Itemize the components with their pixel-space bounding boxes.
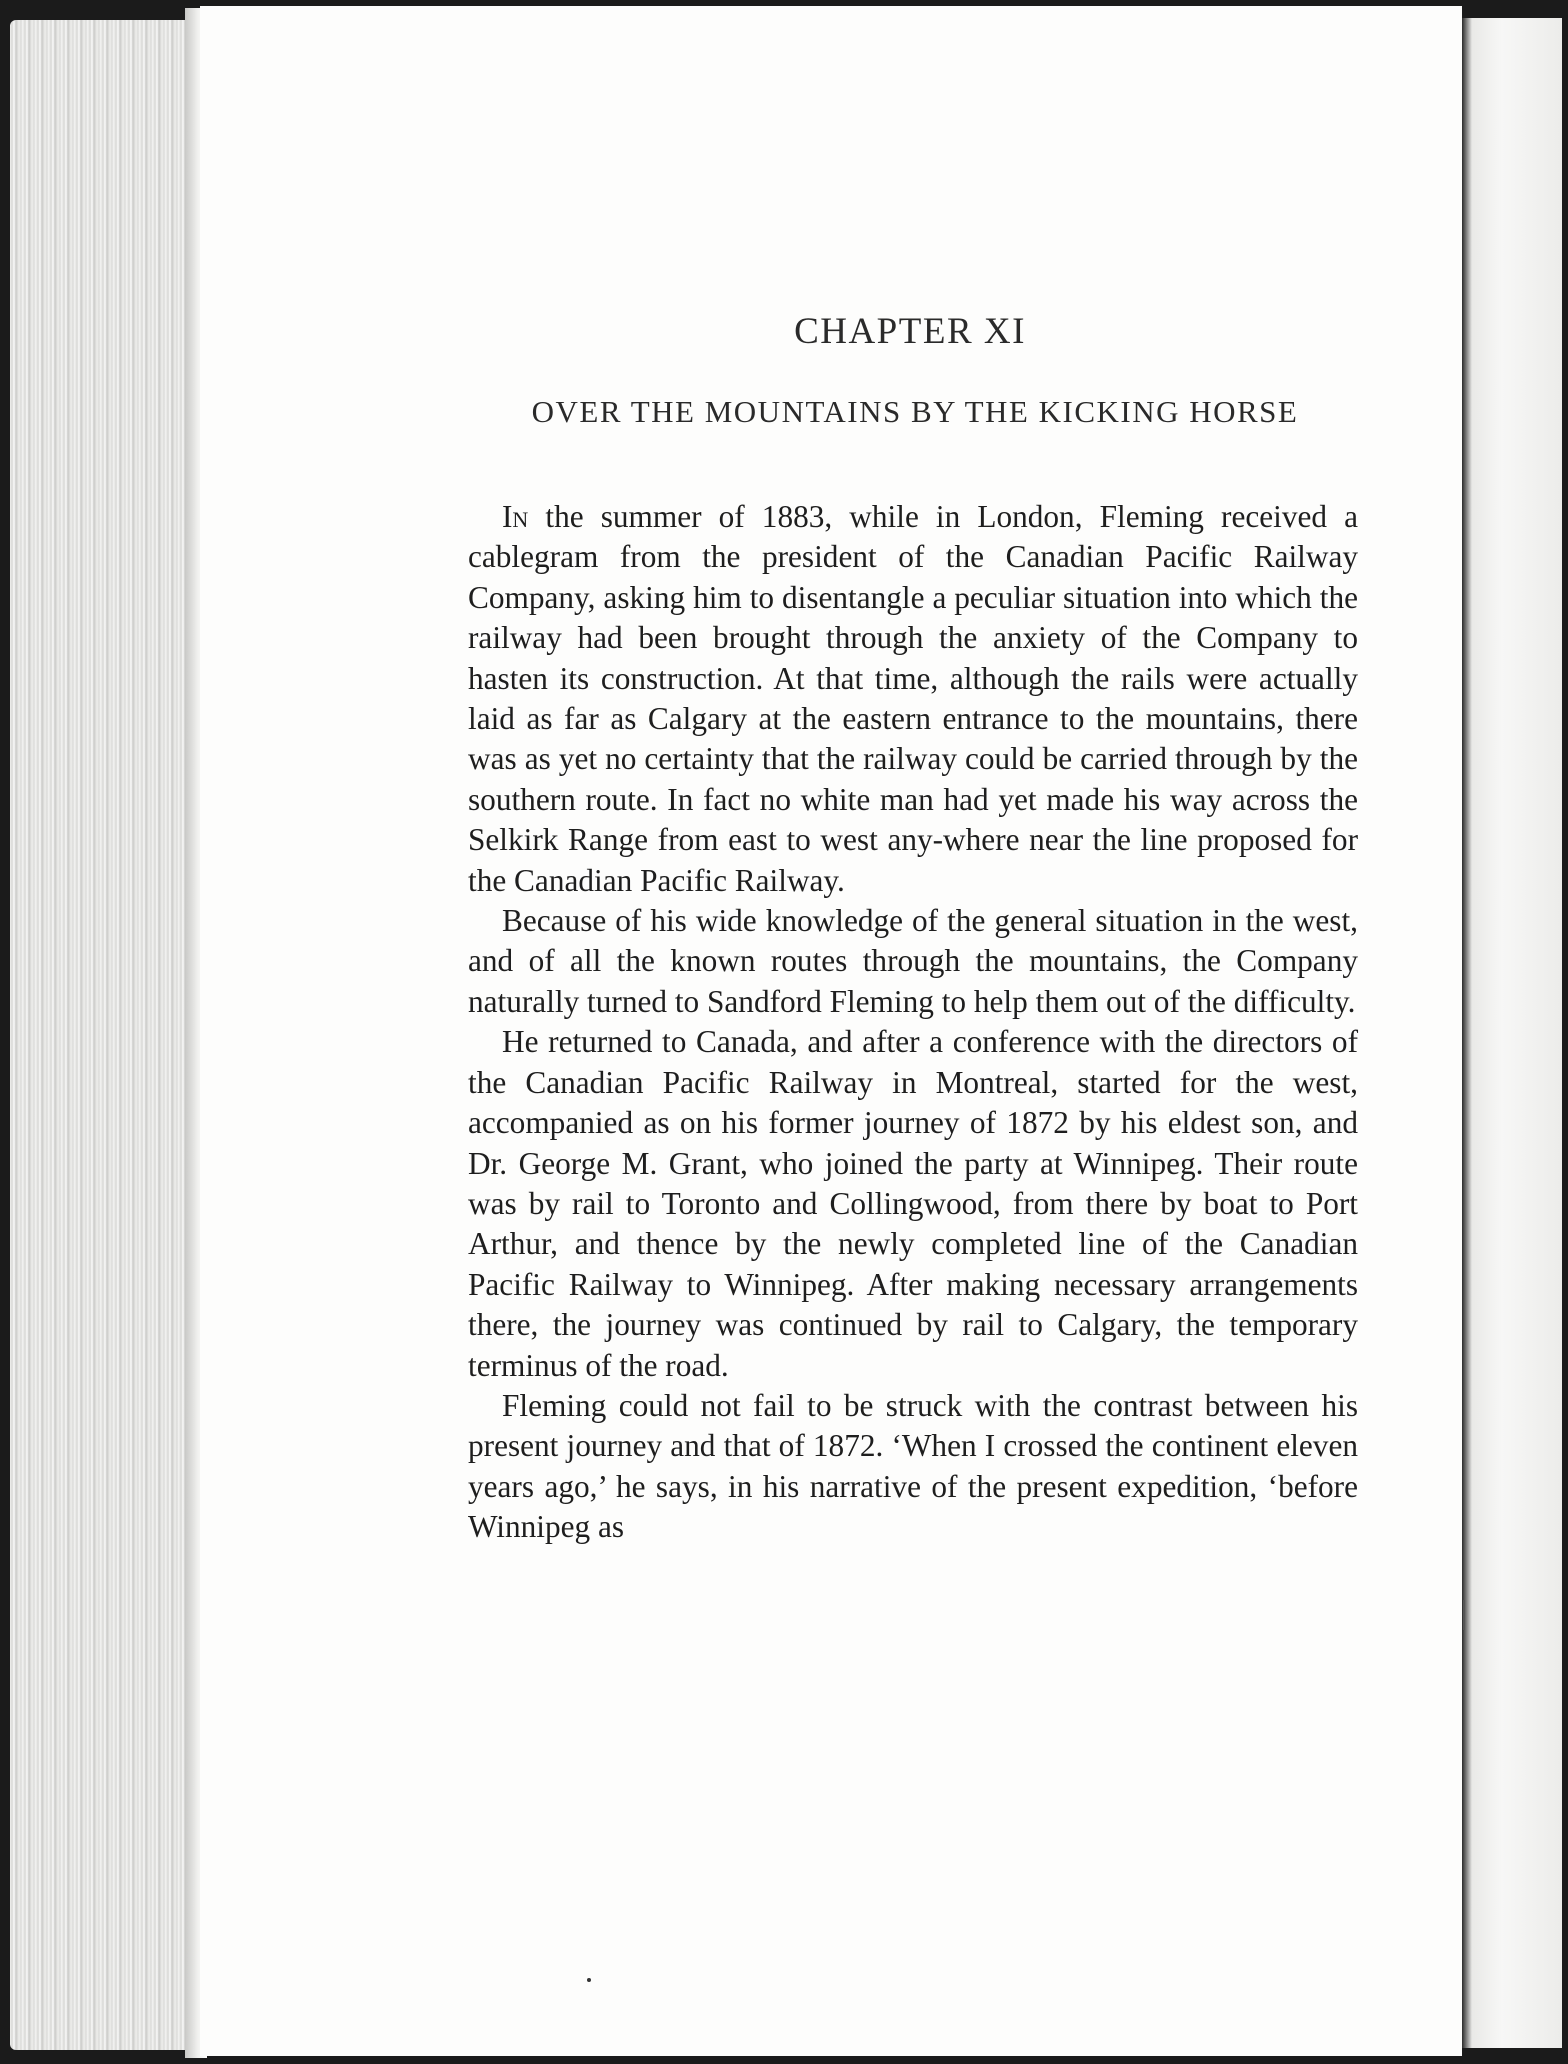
paragraph-1 — [468, 497, 1358, 901]
paragraph-4: Fleming could not fail to be struck with the contrast between his present journey and that of 1872. ‘When I crossed the continent eleven years ago,’ he says, in his narrative of the present expedition, ‘before Winnipeg as — [468, 1387, 1358, 1545]
chapter-number: CHAPTER XI — [794, 311, 1026, 352]
ink-speck — [587, 1978, 591, 1982]
paragraph-2: Because of his wide knowledge of the general situation in the west, and of all the known routes through the mountains, the Company naturally turned to Sandford Fleming to help them out of the difficulty. — [468, 903, 1358, 1019]
facing-page-mark — [1463, 1600, 1465, 1630]
page-edges — [10, 20, 200, 2050]
paragraph-lead-word: In — [502, 499, 529, 534]
paragraph-text: the summer of 1883, while in London, Fleming received a cablegram from the president of the Canadian Pacific Railway Company, asking him to disentangle a peculiar situation into which the railway had been brought through the anxiety of the Company to hasten its construction. At that time, although the rails were actually laid as far as Calgary at the eastern entrance to the mountains, there was as yet no certainty that the railway could be carried through by the southern route. In fact no white man had yet made his way across the Selkirk Range from east to west any-where near the line proposed for the Canadian Pacific Railway. — [468, 499, 1358, 898]
chapter-body — [468, 497, 1358, 1548]
chapter-title: OVER THE MOUNTAINS BY THE KICKING HORSE — [531, 394, 1299, 429]
paragraph-3: He returned to Canada, and after a conference with the directors of the Canadian Pacific Railway in Montreal, started for the west, accompanied as on his former journey of 1872 by his eldest son, and Dr. George M. Grant, who joined the party at Winnipeg. Their route was by rail to Toronto and Collingwood, from there by boat to Port Arthur, and thence by the newly completed line of the Canadian Pacific Railway to Winnipeg. After making necessary arrangements there, the journey was continued by rail to Calgary, the temporary terminus of the road. — [468, 1024, 1358, 1383]
facing-page-edge — [1462, 18, 1562, 2048]
